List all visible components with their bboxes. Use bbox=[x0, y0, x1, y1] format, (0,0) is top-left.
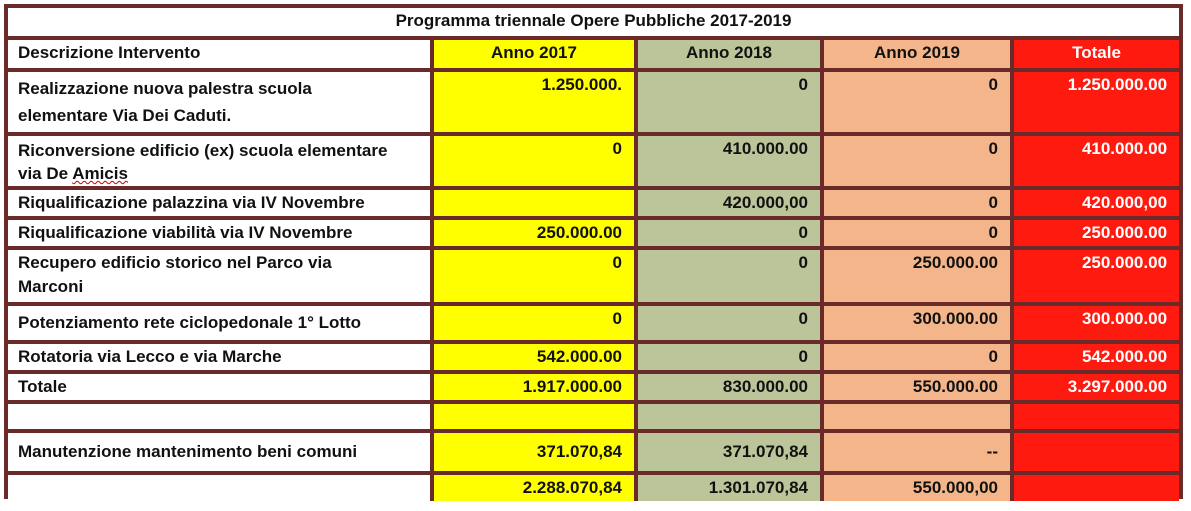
cell-2019: 0 bbox=[820, 344, 1010, 370]
table-row bbox=[8, 344, 1179, 370]
cell-2018: 420.000,00 bbox=[634, 190, 820, 216]
table-row bbox=[8, 190, 1179, 216]
cell-2019: 550.000,00 bbox=[820, 475, 1010, 501]
table-row bbox=[8, 250, 1179, 302]
cell-2018: 0 bbox=[634, 72, 820, 132]
cell-2018: 371.070,84 bbox=[634, 433, 820, 471]
table-frame bbox=[4, 4, 1183, 499]
row-description bbox=[8, 72, 430, 132]
row-description-line2: Marconi bbox=[18, 277, 84, 296]
cell-2017: 0 bbox=[430, 250, 634, 302]
table-row bbox=[8, 306, 1179, 340]
cell-2017 bbox=[430, 190, 634, 216]
header-total: Totale bbox=[1010, 40, 1179, 68]
row-description-line1: Recupero edificio storico nel Parco via bbox=[18, 253, 332, 272]
cell-2018: 1.301.070,84 bbox=[634, 475, 820, 501]
row-description: Manutenzione mantenimento beni comuni bbox=[8, 433, 430, 471]
cell-2018: 0 bbox=[634, 344, 820, 370]
row-description: Rotatoria via Lecco e via Marche bbox=[8, 344, 430, 370]
row-description: Riqualificazione palazzina via IV Novembre bbox=[8, 190, 430, 216]
cell-2018: 830.000.00 bbox=[634, 374, 820, 400]
row-description-line2: elementare Via Dei Caduti. bbox=[18, 106, 232, 125]
header-2019: Anno 2019 bbox=[820, 40, 1010, 68]
cell-2017: 0 bbox=[430, 136, 634, 186]
cell-2018 bbox=[634, 404, 820, 429]
cell-total: 250.000.00 bbox=[1010, 250, 1179, 302]
cell-2018: 0 bbox=[634, 220, 820, 246]
row-description: Potenziamento rete ciclopedonale 1° Lotto bbox=[8, 306, 430, 340]
public-works-table bbox=[8, 4, 1179, 505]
cell-2018: 0 bbox=[634, 306, 820, 340]
cell-2019: 250.000.00 bbox=[820, 250, 1010, 302]
cell-total: 542.000.00 bbox=[1010, 344, 1179, 370]
cell-2017: 542.000.00 bbox=[430, 344, 634, 370]
row-description-line2b: Amicis bbox=[72, 164, 128, 183]
cell-total: 420.000,00 bbox=[1010, 190, 1179, 216]
header-2018: Anno 2018 bbox=[634, 40, 820, 68]
header-2017: Anno 2017 bbox=[430, 40, 634, 68]
cell-2018: 0 bbox=[634, 250, 820, 302]
row-description: Totale bbox=[8, 374, 430, 400]
cell-2019: 0 bbox=[820, 72, 1010, 132]
row-description bbox=[8, 404, 430, 429]
row-description-line2a: via De bbox=[18, 164, 73, 183]
header-description: Descrizione Intervento bbox=[8, 40, 430, 68]
cell-total: 250.000.00 bbox=[1010, 220, 1179, 246]
cell-2019: 300.000.00 bbox=[820, 306, 1010, 340]
cell-2019: 0 bbox=[820, 136, 1010, 186]
cell-total bbox=[1010, 404, 1179, 429]
row-description: Riqualificazione viabilità via IV Novembre bbox=[8, 220, 430, 246]
cell-total bbox=[1010, 475, 1179, 501]
cell-2018: 410.000.00 bbox=[634, 136, 820, 186]
empty-row bbox=[8, 404, 1179, 429]
table-row bbox=[8, 72, 1179, 132]
cell-2019 bbox=[820, 404, 1010, 429]
cell-total: 3.297.000.00 bbox=[1010, 374, 1179, 400]
cell-2017: 2.288.070,84 bbox=[430, 475, 634, 501]
cell-2019: 0 bbox=[820, 190, 1010, 216]
cell-2017: 0 bbox=[430, 306, 634, 340]
cell-2019: 0 bbox=[820, 220, 1010, 246]
cell-total: 1.250.000.00 bbox=[1010, 72, 1179, 132]
cell-total bbox=[1010, 433, 1179, 471]
cell-2019: -- bbox=[820, 433, 1010, 471]
row-description bbox=[8, 250, 430, 302]
cell-2017 bbox=[430, 404, 634, 429]
grand-total-row bbox=[8, 475, 1179, 501]
row-description bbox=[8, 136, 430, 186]
cell-total: 300.000.00 bbox=[1010, 306, 1179, 340]
table-row bbox=[8, 433, 1179, 471]
table-row bbox=[8, 136, 1179, 186]
cell-2019: 550.000.00 bbox=[820, 374, 1010, 400]
cell-2017: 250.000.00 bbox=[430, 220, 634, 246]
header-row bbox=[8, 40, 1179, 68]
cell-2017: 371.070,84 bbox=[430, 433, 634, 471]
cell-total: 410.000.00 bbox=[1010, 136, 1179, 186]
row-description-line1: Realizzazione nuova palestra scuola bbox=[18, 79, 312, 98]
row-description-line1: Riconversione edificio (ex) scuola elementare bbox=[18, 141, 388, 160]
cell-2017: 1.250.000. bbox=[430, 72, 634, 132]
table-title: Programma triennale Opere Pubbliche 2017-2019 bbox=[8, 8, 1179, 36]
row-description bbox=[8, 475, 430, 501]
cell-2017: 1.917.000.00 bbox=[430, 374, 634, 400]
table-row bbox=[8, 220, 1179, 246]
title-row bbox=[8, 8, 1179, 36]
totals-row bbox=[8, 374, 1179, 400]
